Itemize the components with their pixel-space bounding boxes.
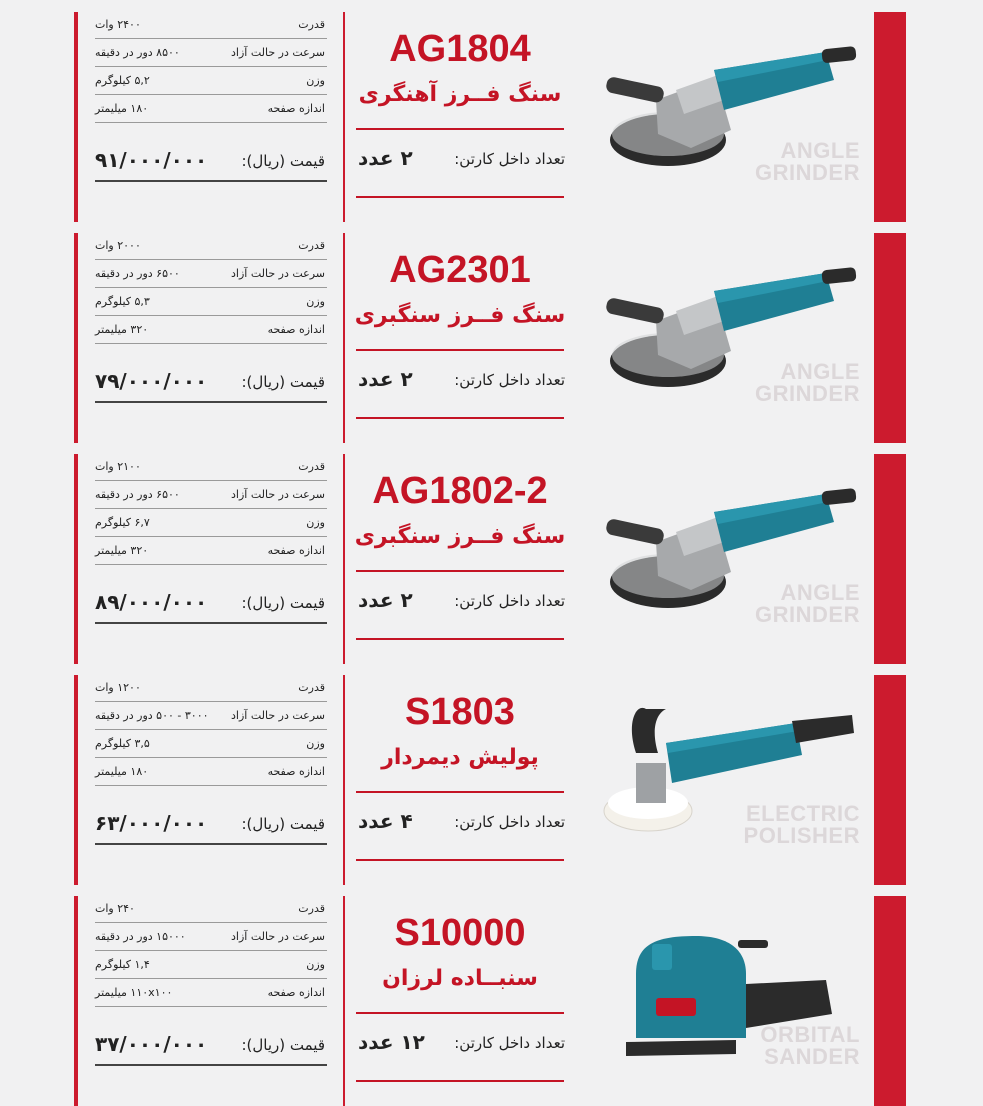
spec-label: اندازه صفحه: [267, 102, 325, 115]
spec-value: ۱۸۰ میلیمتر: [95, 765, 149, 778]
product-card: [0, 896, 983, 1106]
spec-value: ۳,۵ کیلوگرم: [95, 737, 150, 750]
spec-value: ۳۲۰ میلیمتر: [95, 544, 149, 557]
carton-qty-value: ۴ عدد: [358, 809, 413, 833]
spec-row: [95, 538, 327, 565]
spec-label: اندازه صفحه: [267, 986, 325, 999]
carton-qty-value: ۲ عدد: [358, 367, 413, 391]
watermark-line-2: GRINDER: [755, 381, 860, 406]
spec-value: ۵,۳ کیلوگرم: [95, 295, 150, 308]
separator-line: [356, 570, 564, 572]
spec-label: سرعت در حالت آزاد: [231, 488, 325, 501]
spec-value: ۲۴۰ وات: [95, 902, 135, 915]
spec-value: ۶۵۰۰ دور در دقیقه: [95, 488, 180, 501]
carton-qty-label: تعداد داخل کارتن:: [454, 1034, 565, 1052]
price-value: ۷۹/۰۰۰/۰۰۰: [95, 369, 208, 393]
watermark-line-1: ANGLE: [780, 138, 860, 163]
separator-line: [356, 1012, 564, 1014]
watermark-line-2: SANDER: [764, 1044, 860, 1069]
carton-qty-label: تعداد داخل کارتن:: [454, 592, 565, 610]
spec-label: وزن: [306, 516, 325, 529]
spec-row: [95, 952, 327, 979]
spec-value: ۲۴۰۰ وات: [95, 18, 141, 31]
watermark-line-1: ANGLE: [780, 580, 860, 605]
separator-line: [356, 128, 564, 130]
side-accent-bar: [874, 12, 906, 222]
model-code: S10000: [394, 912, 526, 954]
price-value: ۹۱/۰۰۰/۰۰۰: [95, 148, 208, 172]
carton-qty-label: تعداد داخل کارتن:: [454, 371, 565, 389]
spec-row: [95, 703, 327, 730]
spec-row: [95, 675, 327, 702]
angle-grinder-icon: [596, 30, 866, 190]
spec-row: [95, 482, 327, 509]
column-divider: [343, 233, 345, 443]
price-label: قیمت (ریال):: [241, 373, 325, 391]
product-card: [0, 454, 983, 664]
spec-value: ۱۵۰۰۰ دور در دقیقه: [95, 930, 186, 943]
column-divider: [343, 454, 345, 664]
spec-row: [95, 233, 327, 260]
spec-label: قدرت: [298, 681, 325, 694]
separator-line: [356, 417, 564, 419]
carton-qty-value: ۱۲ عدد: [358, 1030, 425, 1054]
spec-row: [95, 317, 327, 344]
price-label: قیمت (ریال):: [241, 1036, 325, 1054]
spec-label: اندازه صفحه: [267, 323, 325, 336]
spec-value: ۳۰۰۰ - ۵۰۰ دور در دقیقه: [95, 709, 209, 722]
spec-value: ۱,۴ کیلوگرم: [95, 958, 150, 971]
price-row: [95, 803, 327, 845]
spec-value: ۵,۲ کیلوگرم: [95, 74, 150, 87]
separator-line: [356, 196, 564, 198]
column-divider: [343, 896, 345, 1106]
spec-label: وزن: [306, 295, 325, 308]
spec-value: ۱۲۰۰ وات: [95, 681, 141, 694]
spec-row: [95, 68, 327, 95]
price-value: ۶۳/۰۰۰/۰۰۰: [95, 811, 208, 835]
watermark-line-1: ANGLE: [780, 359, 860, 384]
price-row: [95, 361, 327, 403]
product-name: سنگ فــرز سنگبری: [354, 524, 566, 549]
product-card: [0, 12, 983, 222]
specs-divider: [74, 896, 78, 1106]
price-value: ۳۷/۰۰۰/۰۰۰: [95, 1032, 208, 1056]
specs-divider: [74, 233, 78, 443]
price-label: قیمت (ریال):: [241, 152, 325, 170]
side-accent-bar: [874, 233, 906, 443]
spec-label: وزن: [306, 737, 325, 750]
spec-value: ۱۸۰ میلیمتر: [95, 102, 149, 115]
separator-line: [356, 791, 564, 793]
product-card: [0, 675, 983, 885]
spec-row: [95, 261, 327, 288]
spec-value: ۳۲۰ میلیمتر: [95, 323, 149, 336]
polisher-icon: [596, 693, 866, 853]
watermark-line-1: ELECTRIC: [746, 801, 860, 826]
spec-value: ۸۵۰۰ دور در دقیقه: [95, 46, 180, 59]
side-accent-bar: [874, 454, 906, 664]
angle-grinder-icon: [596, 251, 866, 411]
carton-qty-label: تعداد داخل کارتن:: [454, 813, 565, 831]
model-code: S1803: [405, 691, 515, 733]
carton-qty-value: ۲ عدد: [358, 146, 413, 170]
spec-label: سرعت در حالت آزاد: [231, 267, 325, 280]
spec-row: [95, 924, 327, 951]
price-label: قیمت (ریال):: [241, 594, 325, 612]
spec-label: اندازه صفحه: [267, 544, 325, 557]
spec-value: ۱۱۰x۱۰۰ میلیمتر: [95, 986, 173, 999]
spec-value: ۲۰۰۰ وات: [95, 239, 141, 252]
angle-grinder-icon: [596, 472, 866, 632]
spec-label: سرعت در حالت آزاد: [231, 46, 325, 59]
watermark-line-2: POLISHER: [743, 823, 860, 848]
side-accent-bar: [874, 896, 906, 1106]
spec-value: ۶,۷ کیلوگرم: [95, 516, 150, 529]
spec-label: وزن: [306, 74, 325, 87]
spec-row: [95, 289, 327, 316]
separator-line: [356, 349, 564, 351]
separator-line: [356, 859, 564, 861]
model-code: AG1802-2: [372, 470, 548, 512]
spec-label: قدرت: [298, 902, 325, 915]
watermark-line-1: ORBITAL: [760, 1022, 860, 1047]
spec-label: وزن: [306, 958, 325, 971]
spec-row: [95, 96, 327, 123]
product-name: سنبــاده لرزان: [382, 966, 538, 991]
product-name: پولیش دیمردار: [381, 745, 539, 770]
column-divider: [343, 675, 345, 885]
spec-row: [95, 12, 327, 39]
product-name: سنگ فــرز آهنگری: [358, 82, 562, 107]
column-divider: [343, 12, 345, 222]
spec-row: [95, 510, 327, 537]
spec-label: سرعت در حالت آزاد: [231, 709, 325, 722]
specs-divider: [74, 454, 78, 664]
spec-label: قدرت: [298, 239, 325, 252]
price-row: [95, 582, 327, 624]
side-accent-bar: [874, 675, 906, 885]
watermark-line-2: GRINDER: [755, 160, 860, 185]
spec-row: [95, 40, 327, 67]
product-card: [0, 233, 983, 443]
spec-value: ۲۱۰۰ وات: [95, 460, 141, 473]
model-code: AG2301: [389, 249, 531, 291]
orbital-sander-icon: [596, 914, 866, 1074]
watermark-line-2: GRINDER: [755, 602, 860, 627]
separator-line: [356, 1080, 564, 1082]
spec-label: اندازه صفحه: [267, 765, 325, 778]
price-label: قیمت (ریال):: [241, 815, 325, 833]
spec-label: قدرت: [298, 460, 325, 473]
product-name: سنگ فــرز سنگبری: [354, 303, 566, 328]
price-row: [95, 1024, 327, 1066]
spec-row: [95, 731, 327, 758]
carton-qty-value: ۲ عدد: [358, 588, 413, 612]
specs-divider: [74, 12, 78, 222]
separator-line: [356, 638, 564, 640]
spec-value: ۶۵۰۰ دور در دقیقه: [95, 267, 180, 280]
spec-row: [95, 759, 327, 786]
specs-divider: [74, 675, 78, 885]
price-value: ۸۹/۰۰۰/۰۰۰: [95, 590, 208, 614]
price-row: [95, 140, 327, 182]
spec-row: [95, 454, 327, 481]
spec-row: [95, 896, 327, 923]
spec-row: [95, 980, 327, 1007]
spec-label: قدرت: [298, 18, 325, 31]
spec-label: سرعت در حالت آزاد: [231, 930, 325, 943]
model-code: AG1804: [389, 28, 531, 70]
carton-qty-label: تعداد داخل کارتن:: [454, 150, 565, 168]
